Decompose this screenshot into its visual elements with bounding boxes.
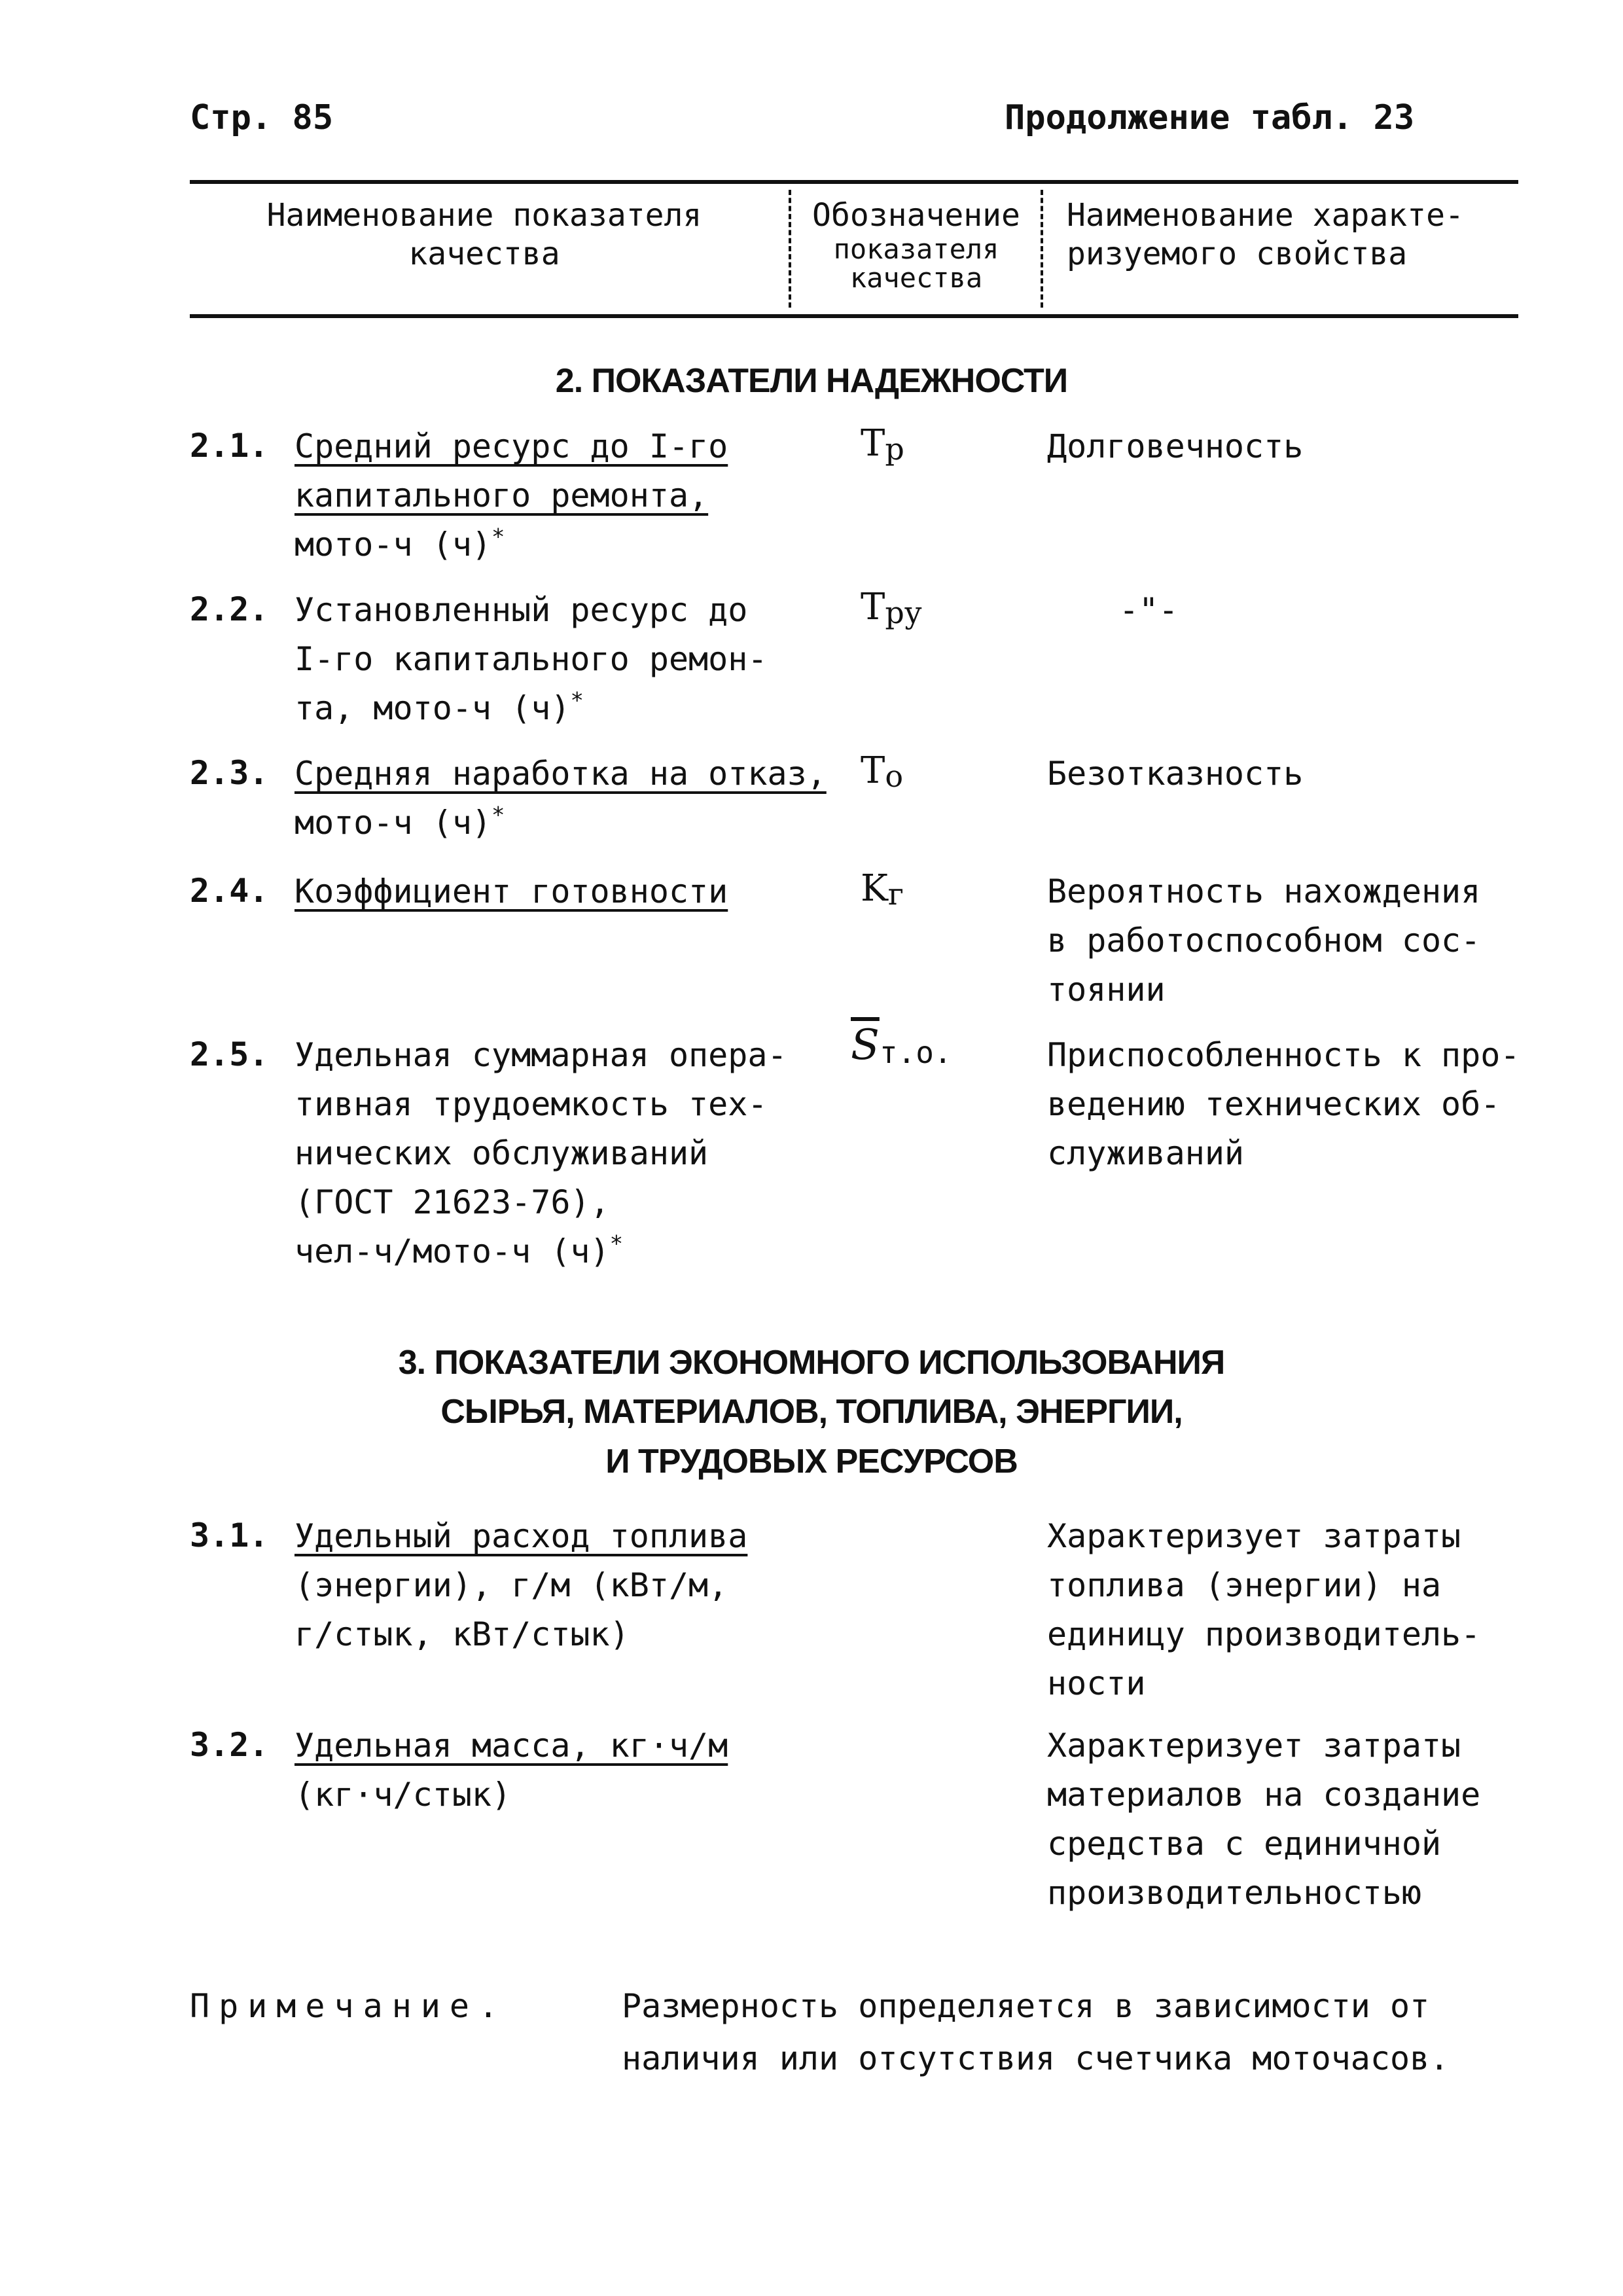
- indicator-name-line: Установленный ресурс до: [294, 591, 748, 629]
- indicator-name-line: Коэффициент готовности: [294, 872, 728, 910]
- page-number: Стр. 85: [190, 98, 334, 137]
- row-number: 3.2.: [190, 1726, 269, 1764]
- note-label-text: Примечание.: [190, 1987, 508, 2025]
- col-header-symbol-line2: показателя: [833, 232, 999, 265]
- indicator-name-line: (ГОСТ 21623-76),: [294, 1183, 610, 1221]
- indicator-symbol: [851, 1021, 952, 1069]
- col-header-name-line2: качества: [408, 235, 560, 272]
- col-header-property: [1067, 196, 1518, 273]
- indicator-name-line: Средняя наработка на отказ,: [294, 755, 827, 793]
- section-2-title: 2. ПОКАЗАТЕЛИ НАДЕЖНОСТИ: [555, 362, 1068, 400]
- indicator-name-line: (кг·ч/стык): [294, 1776, 512, 1814]
- row-number: 3.1.: [190, 1516, 269, 1554]
- property-name: [1047, 1721, 1480, 1918]
- footnote-mark: *: [609, 1230, 624, 1257]
- property-line: средства с единичной: [1047, 1825, 1442, 1863]
- indicator-name-line: [294, 684, 767, 733]
- indicator-symbol: [861, 867, 904, 910]
- col-separator-2: [1041, 190, 1043, 308]
- indicator-unit: та, мото-ч (ч): [294, 689, 571, 727]
- symbol-letter: T: [861, 749, 885, 792]
- note-label: [190, 1980, 507, 2032]
- symbol-letter: T: [861, 586, 885, 628]
- indicator-name-line: г/стык, кВт/стык): [294, 1615, 630, 1653]
- indicator-symbol: [861, 749, 903, 792]
- row-number: 2.3.: [190, 754, 269, 792]
- indicator-name-line: капитального ремонта,: [294, 476, 709, 514]
- property-line: Характеризует затраты: [1047, 1727, 1461, 1765]
- footnote-mark: *: [491, 802, 505, 829]
- symbol-letter: T: [861, 422, 885, 465]
- indicator-name: [294, 867, 728, 916]
- indicator-name-line: тивная трудоемкость тех-: [294, 1085, 768, 1123]
- col-header-symbol-line1: Обозначение: [812, 197, 1020, 234]
- property-line: Безотказность: [1047, 755, 1304, 793]
- indicator-name: [294, 749, 827, 848]
- col-header-name: [190, 196, 779, 273]
- indicator-unit: чел-ч/мото-ч (ч): [294, 1232, 610, 1270]
- property-line: Долговечность: [1047, 427, 1304, 465]
- indicator-name: [294, 586, 767, 733]
- col-header-symbol-line3: качества: [849, 262, 983, 295]
- property-line: ведению технических об-: [1047, 1085, 1501, 1123]
- property-line: Приспособленность к про-: [1047, 1036, 1520, 1074]
- indicator-symbol: [861, 422, 904, 465]
- indicator-name-line: [294, 1227, 787, 1276]
- symbol-subscript: р: [885, 431, 904, 467]
- section-3-title-line: 3. ПОКАЗАТЕЛИ ЭКОНОМНОГО ИСПОЛЬЗОВАНИЯ: [398, 1344, 1225, 1382]
- footnote-mark: *: [570, 687, 584, 714]
- property-line: материалов на создание: [1047, 1776, 1481, 1814]
- property-line: единицу производитель-: [1047, 1615, 1481, 1653]
- indicator-name-line: I-го капитального ремон-: [294, 640, 768, 678]
- table-top-rule: [190, 180, 1518, 184]
- property-line: производительностью: [1047, 1874, 1421, 1912]
- indicator-name: [294, 1031, 787, 1276]
- property-line: топлива (энергии) на: [1047, 1566, 1442, 1604]
- indicator-name-line: [294, 520, 728, 569]
- indicator-name-line: Удельная масса, кг·ч/м: [294, 1727, 728, 1765]
- note-line: наличия или отсутствия счетчика моточасов.: [622, 2039, 1450, 2077]
- row-number: 2.5.: [190, 1035, 269, 1073]
- indicator-name-line: нических обслуживаний: [294, 1134, 709, 1172]
- col-header-property-line1: Наименование характе-: [1067, 197, 1464, 234]
- table-continuation: Продолжение табл. 23: [1005, 98, 1415, 137]
- indicator-name: [294, 422, 728, 569]
- section-3-title-line: СЫРЬЯ, МАТЕРИАЛОВ, ТОПЛИВА, ЭНЕРГИИ,: [440, 1393, 1183, 1431]
- col-header-name-line1: Наименование показателя: [266, 197, 702, 234]
- property-name: [1047, 422, 1303, 471]
- property-name: [1047, 1031, 1520, 1178]
- footnote-mark: *: [491, 524, 505, 550]
- property-line: Вероятность нахождения: [1047, 872, 1481, 910]
- property-line: в работоспособном сос-: [1047, 922, 1481, 960]
- property-name: [1047, 749, 1303, 798]
- property-name: [1047, 1512, 1480, 1708]
- col-header-symbol: [795, 196, 1037, 293]
- property-name: [1119, 586, 1178, 635]
- symbol-subscript: ру: [885, 595, 922, 630]
- indicator-unit: мото-ч (ч): [294, 526, 492, 564]
- section-3-title: [190, 1338, 1433, 1486]
- symbol-subscript: о: [885, 759, 904, 794]
- indicator-name-line: (энергии), г/м (кВт/м,: [294, 1566, 728, 1604]
- property-line: Характеризует затраты: [1047, 1517, 1461, 1555]
- col-separator-1: [789, 190, 791, 308]
- indicator-name-line: Средний ресурс до I-го: [294, 427, 728, 465]
- property-line: тоянии: [1047, 971, 1166, 1009]
- property-name: [1047, 867, 1480, 1014]
- property-line: ности: [1047, 1664, 1146, 1702]
- property-line: служиваний: [1047, 1134, 1245, 1172]
- symbol-subscript: г: [887, 876, 904, 912]
- indicator-name-line: [294, 798, 827, 848]
- section-3-title-line: И ТРУДОВЫХ РЕСУРСОВ: [605, 1442, 1018, 1480]
- table-header-bottom-rule: [190, 314, 1518, 318]
- symbol-subscript: т.о.: [879, 1035, 952, 1070]
- indicator-name-line: Удельный расход топлива: [294, 1517, 748, 1555]
- property-line: -"-: [1119, 591, 1179, 629]
- symbol-letter: $\overline{S}$: [851, 1021, 880, 1069]
- indicator-unit: мото-ч (ч): [294, 804, 492, 842]
- note-text: [622, 1980, 1449, 2085]
- symbol-letter: K: [861, 867, 888, 910]
- indicator-name-line: Удельная суммарная опера-: [294, 1036, 787, 1074]
- indicator-name: [294, 1721, 728, 1820]
- col-header-property-line2: ризуемого свойства: [1067, 235, 1408, 272]
- row-number: 2.2.: [190, 590, 269, 628]
- row-number: 2.4.: [190, 872, 269, 910]
- row-number: 2.1.: [190, 427, 269, 465]
- indicator-name: [294, 1512, 747, 1659]
- note-line: Размерность определяется в зависимости от: [622, 1987, 1430, 2025]
- indicator-symbol: [861, 586, 922, 628]
